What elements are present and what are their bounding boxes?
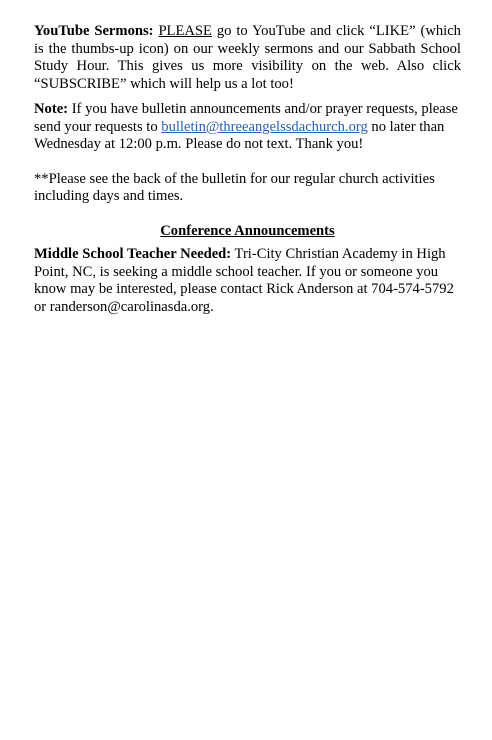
youtube-sermons-heading: YouTube Sermons: [34,23,154,39]
youtube-sermons-paragraph [34,23,461,93]
teacher-needed-paragraph [34,246,461,316]
teacher-needed-body: Tri-City Christian Academy in High Point, NC, is seeking a middle school teacher. If you or someone you know may be interested, please contact Rick Anderson at 704-574-5792 or randerson@carolinasda.org. [34,246,454,315]
note-body-before: If you have bulletin announcements and/or prayer requests, please send your requests to [34,101,458,135]
bulletin-email-link[interactable]: bulletin@threeangelssdachurch.org [161,118,368,135]
note-paragraph [34,101,461,154]
youtube-sermons-body: go to YouTube and click “LIKE” (which is the thumbs-up icon) on our weekly sermons and our Sabbath School Study Hour. This gives us more visibility on the web. Also click “SUBSCRIBE” which will help us a lot too! [34,23,461,92]
conference-announcements-heading: Conference Announcements [160,222,335,239]
bulletin-page [34,23,461,316]
note-body-after: no later than Wednesday at 12:00 p.m. Please do not text. Thank you! [34,118,445,152]
please-emphasis: PLEASE [158,23,212,39]
note-heading: Note: [34,101,69,117]
teacher-needed-heading: Middle School Teacher Needed: [34,246,232,262]
back-of-bulletin-note: **Please see the back of the bulletin for our regular church activities including days and times. [34,170,435,204]
